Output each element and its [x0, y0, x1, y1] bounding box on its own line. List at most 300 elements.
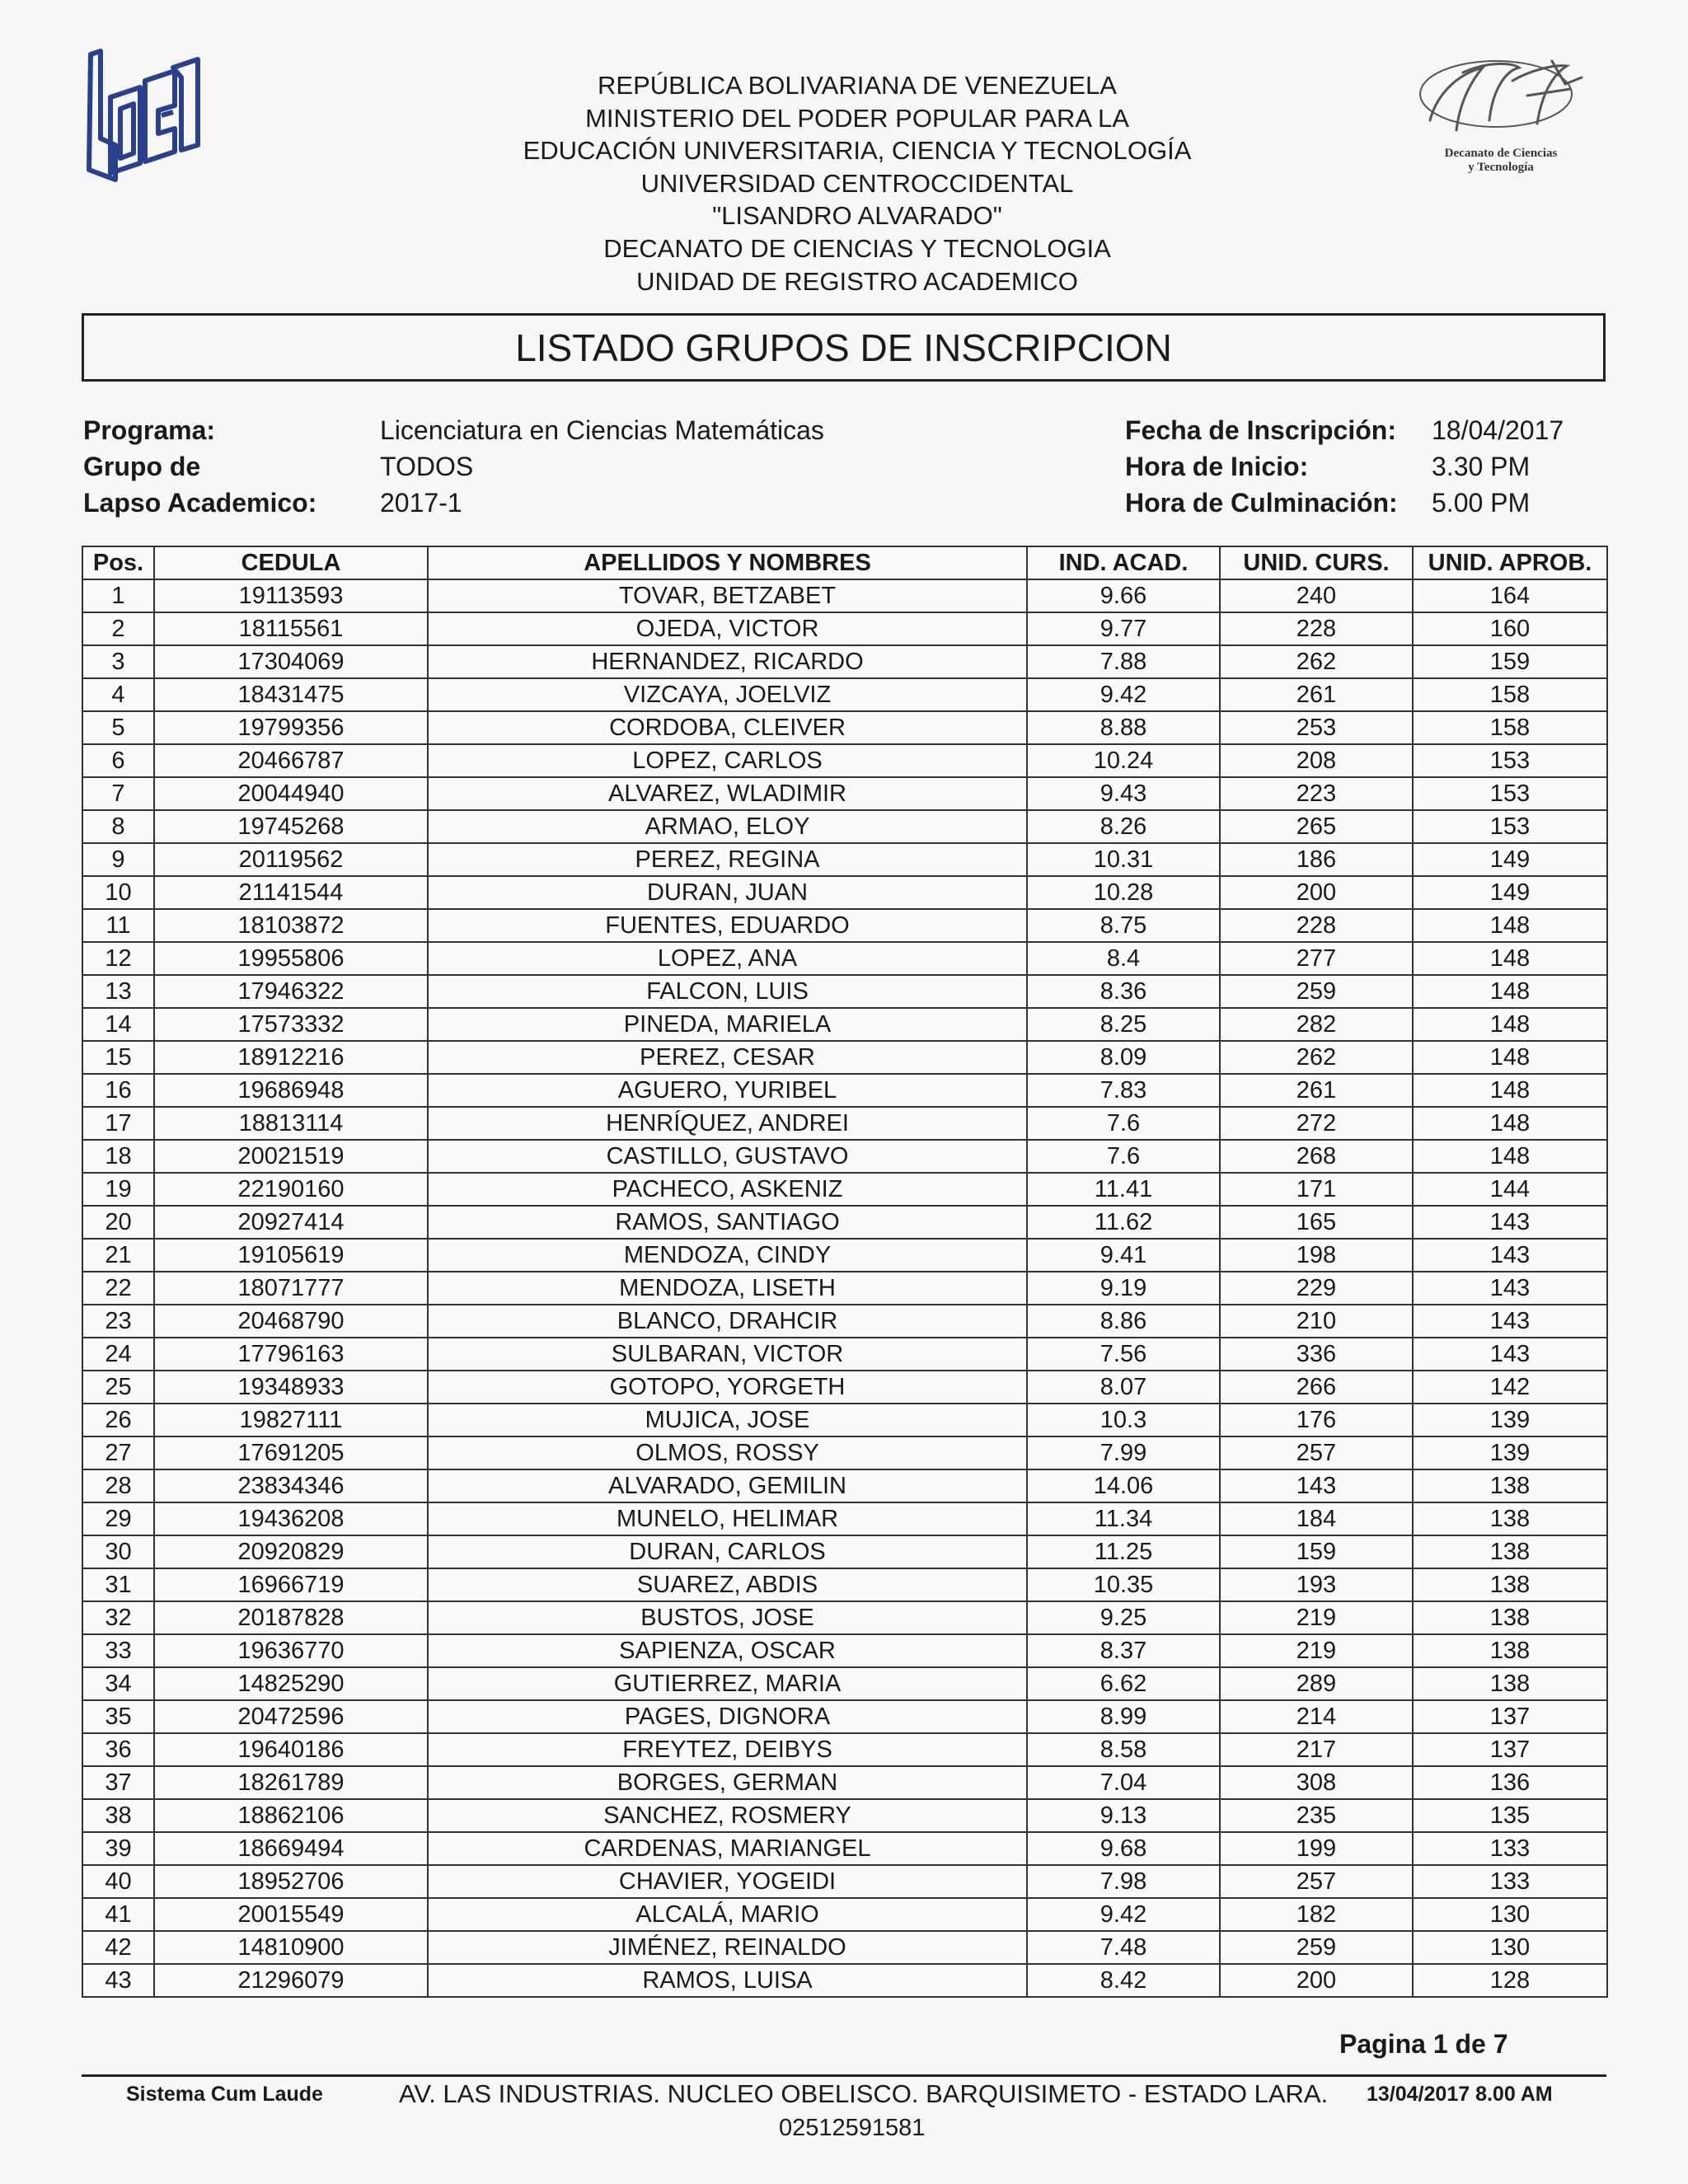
- cell-cedula: 21296079: [154, 1964, 428, 1997]
- cell-unid-curs: 171: [1220, 1173, 1413, 1206]
- cell-pos: 11: [82, 909, 154, 942]
- cell-unid-aprob: 135: [1413, 1799, 1607, 1832]
- cell-pos: 33: [82, 1634, 154, 1667]
- cell-unid-curs: 240: [1220, 579, 1413, 612]
- cell-unid-aprob: 137: [1413, 1700, 1607, 1733]
- cell-pos: 10: [82, 876, 154, 909]
- cell-unid-aprob: 148: [1413, 1140, 1607, 1173]
- table-row: [82, 744, 1607, 777]
- table-row: [82, 1371, 1607, 1404]
- cell-cedula: 20119562: [154, 843, 428, 876]
- header-line: "LISANDRO ALVARADO": [712, 201, 1002, 231]
- cell-ind-acad: 8.26: [1027, 810, 1220, 843]
- cell-unid-curs: 143: [1220, 1469, 1413, 1502]
- cell-unid-aprob: 159: [1413, 645, 1607, 678]
- cell-unid-aprob: 143: [1413, 1206, 1607, 1239]
- cell-nombre: VIZCAYA, JOELVIZ: [428, 678, 1027, 711]
- cell-pos: 14: [82, 1008, 154, 1041]
- cell-nombre: ALVARADO, GEMILIN: [428, 1469, 1027, 1502]
- cell-nombre: RAMOS, SANTIAGO: [428, 1206, 1027, 1239]
- cell-ind-acad: 9.42: [1027, 1898, 1220, 1931]
- table-row: [82, 1733, 1607, 1766]
- meta-right-values: [1432, 412, 1564, 521]
- cell-pos: 22: [82, 1272, 154, 1305]
- meta-label-programa: Programa:: [83, 415, 216, 445]
- cell-cedula: 21141544: [154, 876, 428, 909]
- cell-unid-curs: 165: [1220, 1206, 1413, 1239]
- table-row: [82, 1206, 1607, 1239]
- cell-pos: 40: [82, 1865, 154, 1898]
- cell-unid-aprob: 143: [1413, 1239, 1607, 1272]
- table-row: [82, 1107, 1607, 1140]
- cell-unid-curs: 257: [1220, 1436, 1413, 1469]
- cell-unid-aprob: 144: [1413, 1173, 1607, 1206]
- cell-nombre: ARMAO, ELOY: [428, 810, 1027, 843]
- cell-ind-acad: 7.6: [1027, 1107, 1220, 1140]
- cell-unid-curs: 217: [1220, 1733, 1413, 1766]
- meta-right-labels: [1125, 412, 1398, 521]
- cell-unid-curs: 193: [1220, 1568, 1413, 1601]
- cell-pos: 3: [82, 645, 154, 678]
- cell-pos: 4: [82, 678, 154, 711]
- cell-unid-curs: 214: [1220, 1700, 1413, 1733]
- cell-unid-curs: 289: [1220, 1667, 1413, 1700]
- table-row: [82, 1008, 1607, 1041]
- meta-label-grupo: Grupo de: [83, 452, 201, 481]
- table-row: [82, 843, 1607, 876]
- cell-ind-acad: 9.13: [1027, 1799, 1220, 1832]
- cell-nombre: FUENTES, EDUARDO: [428, 909, 1027, 942]
- cell-nombre: CHAVIER, YOGEIDI: [428, 1865, 1027, 1898]
- cell-cedula: 18669494: [154, 1832, 428, 1865]
- cell-pos: 18: [82, 1140, 154, 1173]
- cell-unid-aprob: 158: [1413, 711, 1607, 744]
- cell-cedula: 20472596: [154, 1700, 428, 1733]
- cell-unid-aprob: 148: [1413, 909, 1607, 942]
- cell-nombre: JIMÉNEZ, REINALDO: [428, 1931, 1027, 1964]
- cell-unid-curs: 186: [1220, 843, 1413, 876]
- cell-cedula: 18862106: [154, 1799, 428, 1832]
- cell-unid-aprob: 164: [1413, 579, 1607, 612]
- cell-cedula: 17691205: [154, 1436, 428, 1469]
- cell-nombre: SANCHEZ, ROSMERY: [428, 1799, 1027, 1832]
- cell-ind-acad: 9.68: [1027, 1832, 1220, 1865]
- column-header-nombres: APELLIDOS Y NOMBRES: [428, 546, 1027, 579]
- table-row: [82, 909, 1607, 942]
- cell-cedula: 20021519: [154, 1140, 428, 1173]
- cell-unid-aprob: 138: [1413, 1601, 1607, 1634]
- cell-unid-aprob: 153: [1413, 777, 1607, 810]
- cell-unid-curs: 259: [1220, 975, 1413, 1008]
- cell-nombre: PINEDA, MARIELA: [428, 1008, 1027, 1041]
- table-row: [82, 1338, 1607, 1371]
- table-row: [82, 1074, 1607, 1107]
- cell-cedula: 19640186: [154, 1733, 428, 1766]
- cell-ind-acad: 10.3: [1027, 1404, 1220, 1436]
- cell-unid-aprob: 160: [1413, 612, 1607, 645]
- footer-datetime: 13/04/2017 8.00 AM: [1367, 2083, 1553, 2106]
- cell-ind-acad: 7.88: [1027, 645, 1220, 678]
- cell-pos: 25: [82, 1371, 154, 1404]
- cell-unid-curs: 262: [1220, 645, 1413, 678]
- cell-unid-curs: 261: [1220, 1074, 1413, 1107]
- table-row: [82, 1140, 1607, 1173]
- table-row: [82, 1898, 1607, 1931]
- cell-cedula: 19636770: [154, 1634, 428, 1667]
- cell-unid-curs: 266: [1220, 1371, 1413, 1404]
- cell-ind-acad: 8.25: [1027, 1008, 1220, 1041]
- table-row: [82, 1436, 1607, 1469]
- cell-ind-acad: 11.34: [1027, 1502, 1220, 1535]
- cell-unid-aprob: 139: [1413, 1436, 1607, 1469]
- table-row: [82, 876, 1607, 909]
- table-row: [82, 975, 1607, 1008]
- cell-cedula: 17304069: [154, 645, 428, 678]
- cell-nombre: CARDENAS, MARIANGEL: [428, 1832, 1027, 1865]
- cell-unid-aprob: 148: [1413, 1041, 1607, 1074]
- cell-pos: 39: [82, 1832, 154, 1865]
- dcyt-logo-caption: Decanato de Ciencias y Tecnología: [1444, 147, 1558, 174]
- meta-value-programa: Licenciatura en Ciencias Matemáticas: [380, 415, 824, 445]
- cell-unid-curs: 200: [1220, 1964, 1413, 1997]
- cell-unid-curs: 229: [1220, 1272, 1413, 1305]
- cell-ind-acad: 6.62: [1027, 1667, 1220, 1700]
- cell-unid-aprob: 128: [1413, 1964, 1607, 1997]
- cell-ind-acad: 7.04: [1027, 1766, 1220, 1799]
- cell-ind-acad: 8.88: [1027, 711, 1220, 744]
- cell-pos: 9: [82, 843, 154, 876]
- cell-pos: 19: [82, 1173, 154, 1206]
- table-row: [82, 1502, 1607, 1535]
- cell-pos: 27: [82, 1436, 154, 1469]
- cell-pos: 8: [82, 810, 154, 843]
- cell-nombre: SAPIENZA, OSCAR: [428, 1634, 1027, 1667]
- cell-cedula: 14810900: [154, 1931, 428, 1964]
- cell-pos: 17: [82, 1107, 154, 1140]
- cell-cedula: 19799356: [154, 711, 428, 744]
- meta-value-lapso: 2017-1: [380, 488, 462, 518]
- cell-unid-curs: 336: [1220, 1338, 1413, 1371]
- cell-unid-curs: 272: [1220, 1107, 1413, 1140]
- cell-ind-acad: 8.86: [1027, 1305, 1220, 1338]
- cell-unid-aprob: 138: [1413, 1469, 1607, 1502]
- cell-nombre: FREYTEZ, DEIBYS: [428, 1733, 1027, 1766]
- cell-cedula: 19745268: [154, 810, 428, 843]
- cell-unid-aprob: 139: [1413, 1404, 1607, 1436]
- header-line: UNIVERSIDAD CENTROCCIDENTAL: [640, 168, 1074, 198]
- meta-label-fecha: Fecha de Inscripción:: [1125, 415, 1396, 445]
- table-row: [82, 678, 1607, 711]
- table-row: [82, 1700, 1607, 1733]
- cell-pos: 16: [82, 1074, 154, 1107]
- cell-pos: 43: [82, 1964, 154, 1997]
- cell-unid-curs: 208: [1220, 744, 1413, 777]
- cell-unid-aprob: 138: [1413, 1535, 1607, 1568]
- cell-nombre: TOVAR, BETZABET: [428, 579, 1027, 612]
- table-row: [82, 1634, 1607, 1667]
- meta-left-values: [380, 412, 824, 521]
- cell-cedula: 17573332: [154, 1008, 428, 1041]
- table-row: [82, 612, 1607, 645]
- cell-ind-acad: 9.19: [1027, 1272, 1220, 1305]
- footer-phone: 02512591581: [779, 2115, 926, 2141]
- cell-nombre: MUNELO, HELIMAR: [428, 1502, 1027, 1535]
- cell-pos: 23: [82, 1305, 154, 1338]
- cell-ind-acad: 8.42: [1027, 1964, 1220, 1997]
- cell-unid-curs: 259: [1220, 1931, 1413, 1964]
- table-row: [82, 1931, 1607, 1964]
- cell-pos: 1: [82, 579, 154, 612]
- table-header-row: [82, 546, 1607, 579]
- cell-nombre: SULBARAN, VICTOR: [428, 1338, 1027, 1371]
- cell-pos: 24: [82, 1338, 154, 1371]
- column-header-ind-acad: IND. ACAD.: [1027, 546, 1220, 579]
- cell-unid-aprob: 148: [1413, 942, 1607, 975]
- cell-cedula: 18952706: [154, 1865, 428, 1898]
- cell-pos: 7: [82, 777, 154, 810]
- cell-unid-aprob: 137: [1413, 1733, 1607, 1766]
- cell-cedula: 19686948: [154, 1074, 428, 1107]
- cell-ind-acad: 7.83: [1027, 1074, 1220, 1107]
- cell-ind-acad: 9.42: [1027, 678, 1220, 711]
- cell-ind-acad: 9.77: [1027, 612, 1220, 645]
- meta-value-hora-inicio: 3.30 PM: [1432, 452, 1531, 481]
- dcyt-logo: [1414, 56, 1588, 190]
- cell-pos: 15: [82, 1041, 154, 1074]
- cell-nombre: MENDOZA, LISETH: [428, 1272, 1027, 1305]
- cell-ind-acad: 8.07: [1027, 1371, 1220, 1404]
- footer-address: AV. LAS INDUSTRIAS. NUCLEO OBELISCO. BARQUISIMETO - ESTADO LARA.: [399, 2079, 1329, 2108]
- cell-cedula: 18261789: [154, 1766, 428, 1799]
- table-row: [82, 1667, 1607, 1700]
- cell-unid-curs: 199: [1220, 1832, 1413, 1865]
- cell-unid-aprob: 138: [1413, 1634, 1607, 1667]
- cell-unid-curs: 219: [1220, 1601, 1413, 1634]
- cell-unid-aprob: 138: [1413, 1568, 1607, 1601]
- cell-unid-aprob: 148: [1413, 1008, 1607, 1041]
- cell-pos: 37: [82, 1766, 154, 1799]
- cell-cedula: 18431475: [154, 678, 428, 711]
- cell-nombre: FALCON, LUIS: [428, 975, 1027, 1008]
- cell-pos: 28: [82, 1469, 154, 1502]
- footer-divider: [82, 2074, 1606, 2077]
- cell-ind-acad: 7.48: [1027, 1931, 1220, 1964]
- cell-unid-curs: 159: [1220, 1535, 1413, 1568]
- table-body: [82, 579, 1607, 1997]
- ucla-logo: [82, 48, 206, 190]
- cell-nombre: MUJICA, JOSE: [428, 1404, 1027, 1436]
- cell-ind-acad: 8.75: [1027, 909, 1220, 942]
- header-line: UNIDAD DE REGISTRO ACADEMICO: [636, 266, 1078, 296]
- cell-unid-aprob: 158: [1413, 678, 1607, 711]
- table-row: [82, 1041, 1607, 1074]
- cell-cedula: 23834346: [154, 1469, 428, 1502]
- cell-unid-aprob: 138: [1413, 1502, 1607, 1535]
- cell-nombre: BUSTOS, JOSE: [428, 1601, 1027, 1634]
- cell-unid-curs: 253: [1220, 711, 1413, 744]
- cell-unid-aprob: 130: [1413, 1931, 1607, 1964]
- document-title: LISTADO GRUPOS DE INSCRIPCION: [82, 313, 1606, 382]
- cell-nombre: AGUERO, YURIBEL: [428, 1074, 1027, 1107]
- cell-cedula: 20015549: [154, 1898, 428, 1931]
- cell-pos: 41: [82, 1898, 154, 1931]
- cell-pos: 32: [82, 1601, 154, 1634]
- cell-ind-acad: 8.09: [1027, 1041, 1220, 1074]
- cell-ind-acad: 14.06: [1027, 1469, 1220, 1502]
- column-header-unid-curs: UNID. CURS.: [1220, 546, 1413, 579]
- table-row: [82, 1964, 1607, 1997]
- cell-unid-curs: 219: [1220, 1634, 1413, 1667]
- cell-nombre: SUAREZ, ABDIS: [428, 1568, 1027, 1601]
- cell-cedula: 19436208: [154, 1502, 428, 1535]
- cell-pos: 2: [82, 612, 154, 645]
- table-row: [82, 810, 1607, 843]
- column-header-pos: Pos.: [82, 546, 154, 579]
- cell-unid-curs: 223: [1220, 777, 1413, 810]
- cell-cedula: 20468790: [154, 1305, 428, 1338]
- cell-ind-acad: 11.62: [1027, 1206, 1220, 1239]
- cell-nombre: GOTOPO, YORGETH: [428, 1371, 1027, 1404]
- cell-nombre: OLMOS, ROSSY: [428, 1436, 1027, 1469]
- cell-unid-aprob: 143: [1413, 1338, 1607, 1371]
- cell-ind-acad: 9.43: [1027, 777, 1220, 810]
- cell-ind-acad: 7.98: [1027, 1865, 1220, 1898]
- cell-pos: 34: [82, 1667, 154, 1700]
- cell-nombre: CASTILLO, GUSTAVO: [428, 1140, 1027, 1173]
- cell-nombre: PEREZ, CESAR: [428, 1041, 1027, 1074]
- cell-unid-aprob: 149: [1413, 876, 1607, 909]
- cell-ind-acad: 8.4: [1027, 942, 1220, 975]
- cell-cedula: 19348933: [154, 1371, 428, 1404]
- cell-pos: 29: [82, 1502, 154, 1535]
- cell-nombre: PAGES, DIGNORA: [428, 1700, 1027, 1733]
- meta-left-labels: [83, 412, 316, 521]
- cell-unid-curs: 198: [1220, 1239, 1413, 1272]
- header-line: DECANATO DE CIENCIAS Y TECNOLOGIA: [603, 233, 1111, 263]
- cell-unid-aprob: 149: [1413, 843, 1607, 876]
- column-header-cedula: CEDULA: [154, 546, 428, 579]
- cell-cedula: 20466787: [154, 744, 428, 777]
- cell-ind-acad: 10.24: [1027, 744, 1220, 777]
- cell-unid-curs: 210: [1220, 1305, 1413, 1338]
- cell-ind-acad: 8.37: [1027, 1634, 1220, 1667]
- cell-ind-acad: 9.25: [1027, 1601, 1220, 1634]
- cell-unid-aprob: 133: [1413, 1832, 1607, 1865]
- cell-ind-acad: 9.66: [1027, 579, 1220, 612]
- cell-ind-acad: 11.41: [1027, 1173, 1220, 1206]
- cell-pos: 38: [82, 1799, 154, 1832]
- cell-ind-acad: 10.35: [1027, 1568, 1220, 1601]
- table-row: [82, 1404, 1607, 1436]
- cell-unid-aprob: 153: [1413, 810, 1607, 843]
- cell-pos: 42: [82, 1931, 154, 1964]
- cell-unid-aprob: 148: [1413, 975, 1607, 1008]
- cell-cedula: 17946322: [154, 975, 428, 1008]
- cell-pos: 26: [82, 1404, 154, 1436]
- cell-pos: 6: [82, 744, 154, 777]
- cell-cedula: 19955806: [154, 942, 428, 975]
- cell-ind-acad: 7.56: [1027, 1338, 1220, 1371]
- cell-cedula: 18912216: [154, 1041, 428, 1074]
- cell-nombre: OJEDA, VICTOR: [428, 612, 1027, 645]
- cell-nombre: LOPEZ, CARLOS: [428, 744, 1027, 777]
- cell-cedula: 18103872: [154, 909, 428, 942]
- cell-unid-curs: 184: [1220, 1502, 1413, 1535]
- cell-pos: 13: [82, 975, 154, 1008]
- cell-nombre: ALVAREZ, WLADIMIR: [428, 777, 1027, 810]
- cell-pos: 5: [82, 711, 154, 744]
- cell-ind-acad: 11.25: [1027, 1535, 1220, 1568]
- cell-pos: 30: [82, 1535, 154, 1568]
- cell-ind-acad: 8.36: [1027, 975, 1220, 1008]
- cell-unid-curs: 282: [1220, 1008, 1413, 1041]
- meta-label-lapso: Lapso Academico:: [83, 488, 317, 518]
- cell-unid-curs: 228: [1220, 612, 1413, 645]
- cell-cedula: 20044940: [154, 777, 428, 810]
- cell-cedula: 19827111: [154, 1404, 428, 1436]
- header-line: MINISTERIO DEL PODER POPULAR PARA LA: [585, 103, 1129, 133]
- cell-ind-acad: 10.31: [1027, 843, 1220, 876]
- cell-unid-curs: 261: [1220, 678, 1413, 711]
- cell-cedula: 18115561: [154, 612, 428, 645]
- table-row: [82, 1469, 1607, 1502]
- meta-value-grupo: TODOS: [380, 452, 474, 481]
- cell-unid-curs: 257: [1220, 1865, 1413, 1898]
- header-line: EDUCACIÓN UNIVERSITARIA, CIENCIA Y TECNOLOGÍA: [523, 136, 1192, 166]
- table-row: [82, 1568, 1607, 1601]
- cell-pos: 21: [82, 1239, 154, 1272]
- table-row: [82, 1766, 1607, 1799]
- table-row: [82, 777, 1607, 810]
- table-row: [82, 1799, 1607, 1832]
- table-row: [82, 579, 1607, 612]
- cell-nombre: CORDOBA, CLEIVER: [428, 711, 1027, 744]
- cell-ind-acad: 10.28: [1027, 876, 1220, 909]
- cell-unid-aprob: 133: [1413, 1865, 1607, 1898]
- cell-unid-aprob: 143: [1413, 1305, 1607, 1338]
- cell-cedula: 16966719: [154, 1568, 428, 1601]
- cell-nombre: ALCALÁ, MARIO: [428, 1898, 1027, 1931]
- cell-cedula: 18813114: [154, 1107, 428, 1140]
- cell-nombre: RAMOS, LUISA: [428, 1964, 1027, 1997]
- cell-nombre: HENRÍQUEZ, ANDREI: [428, 1107, 1027, 1140]
- page-indicator: Pagina 1 de 7: [1339, 2029, 1508, 2059]
- cell-ind-acad: 8.99: [1027, 1700, 1220, 1733]
- cell-nombre: DURAN, CARLOS: [428, 1535, 1027, 1568]
- cell-nombre: BLANCO, DRAHCIR: [428, 1305, 1027, 1338]
- cell-unid-curs: 200: [1220, 876, 1413, 909]
- cell-nombre: LOPEZ, ANA: [428, 942, 1027, 975]
- cell-cedula: 20187828: [154, 1601, 428, 1634]
- cell-cedula: 19113593: [154, 579, 428, 612]
- cell-nombre: PACHECO, ASKENIZ: [428, 1173, 1027, 1206]
- table-row: [82, 711, 1607, 744]
- table-row: [82, 1865, 1607, 1898]
- cell-nombre: DURAN, JUAN: [428, 876, 1027, 909]
- cell-cedula: 22190160: [154, 1173, 428, 1206]
- cell-unid-aprob: 148: [1413, 1074, 1607, 1107]
- cell-nombre: GUTIERREZ, MARIA: [428, 1667, 1027, 1700]
- column-header-unid-aprob: UNID. APROB.: [1413, 546, 1607, 579]
- cell-cedula: 20927414: [154, 1206, 428, 1239]
- meta-label-hora-culminacion: Hora de Culminación:: [1125, 488, 1398, 518]
- cell-unid-aprob: 130: [1413, 1898, 1607, 1931]
- enrollment-table: [82, 546, 1608, 1998]
- table-row: [82, 1601, 1607, 1634]
- cell-unid-curs: 262: [1220, 1041, 1413, 1074]
- cell-ind-acad: 7.6: [1027, 1140, 1220, 1173]
- cell-pos: 20: [82, 1206, 154, 1239]
